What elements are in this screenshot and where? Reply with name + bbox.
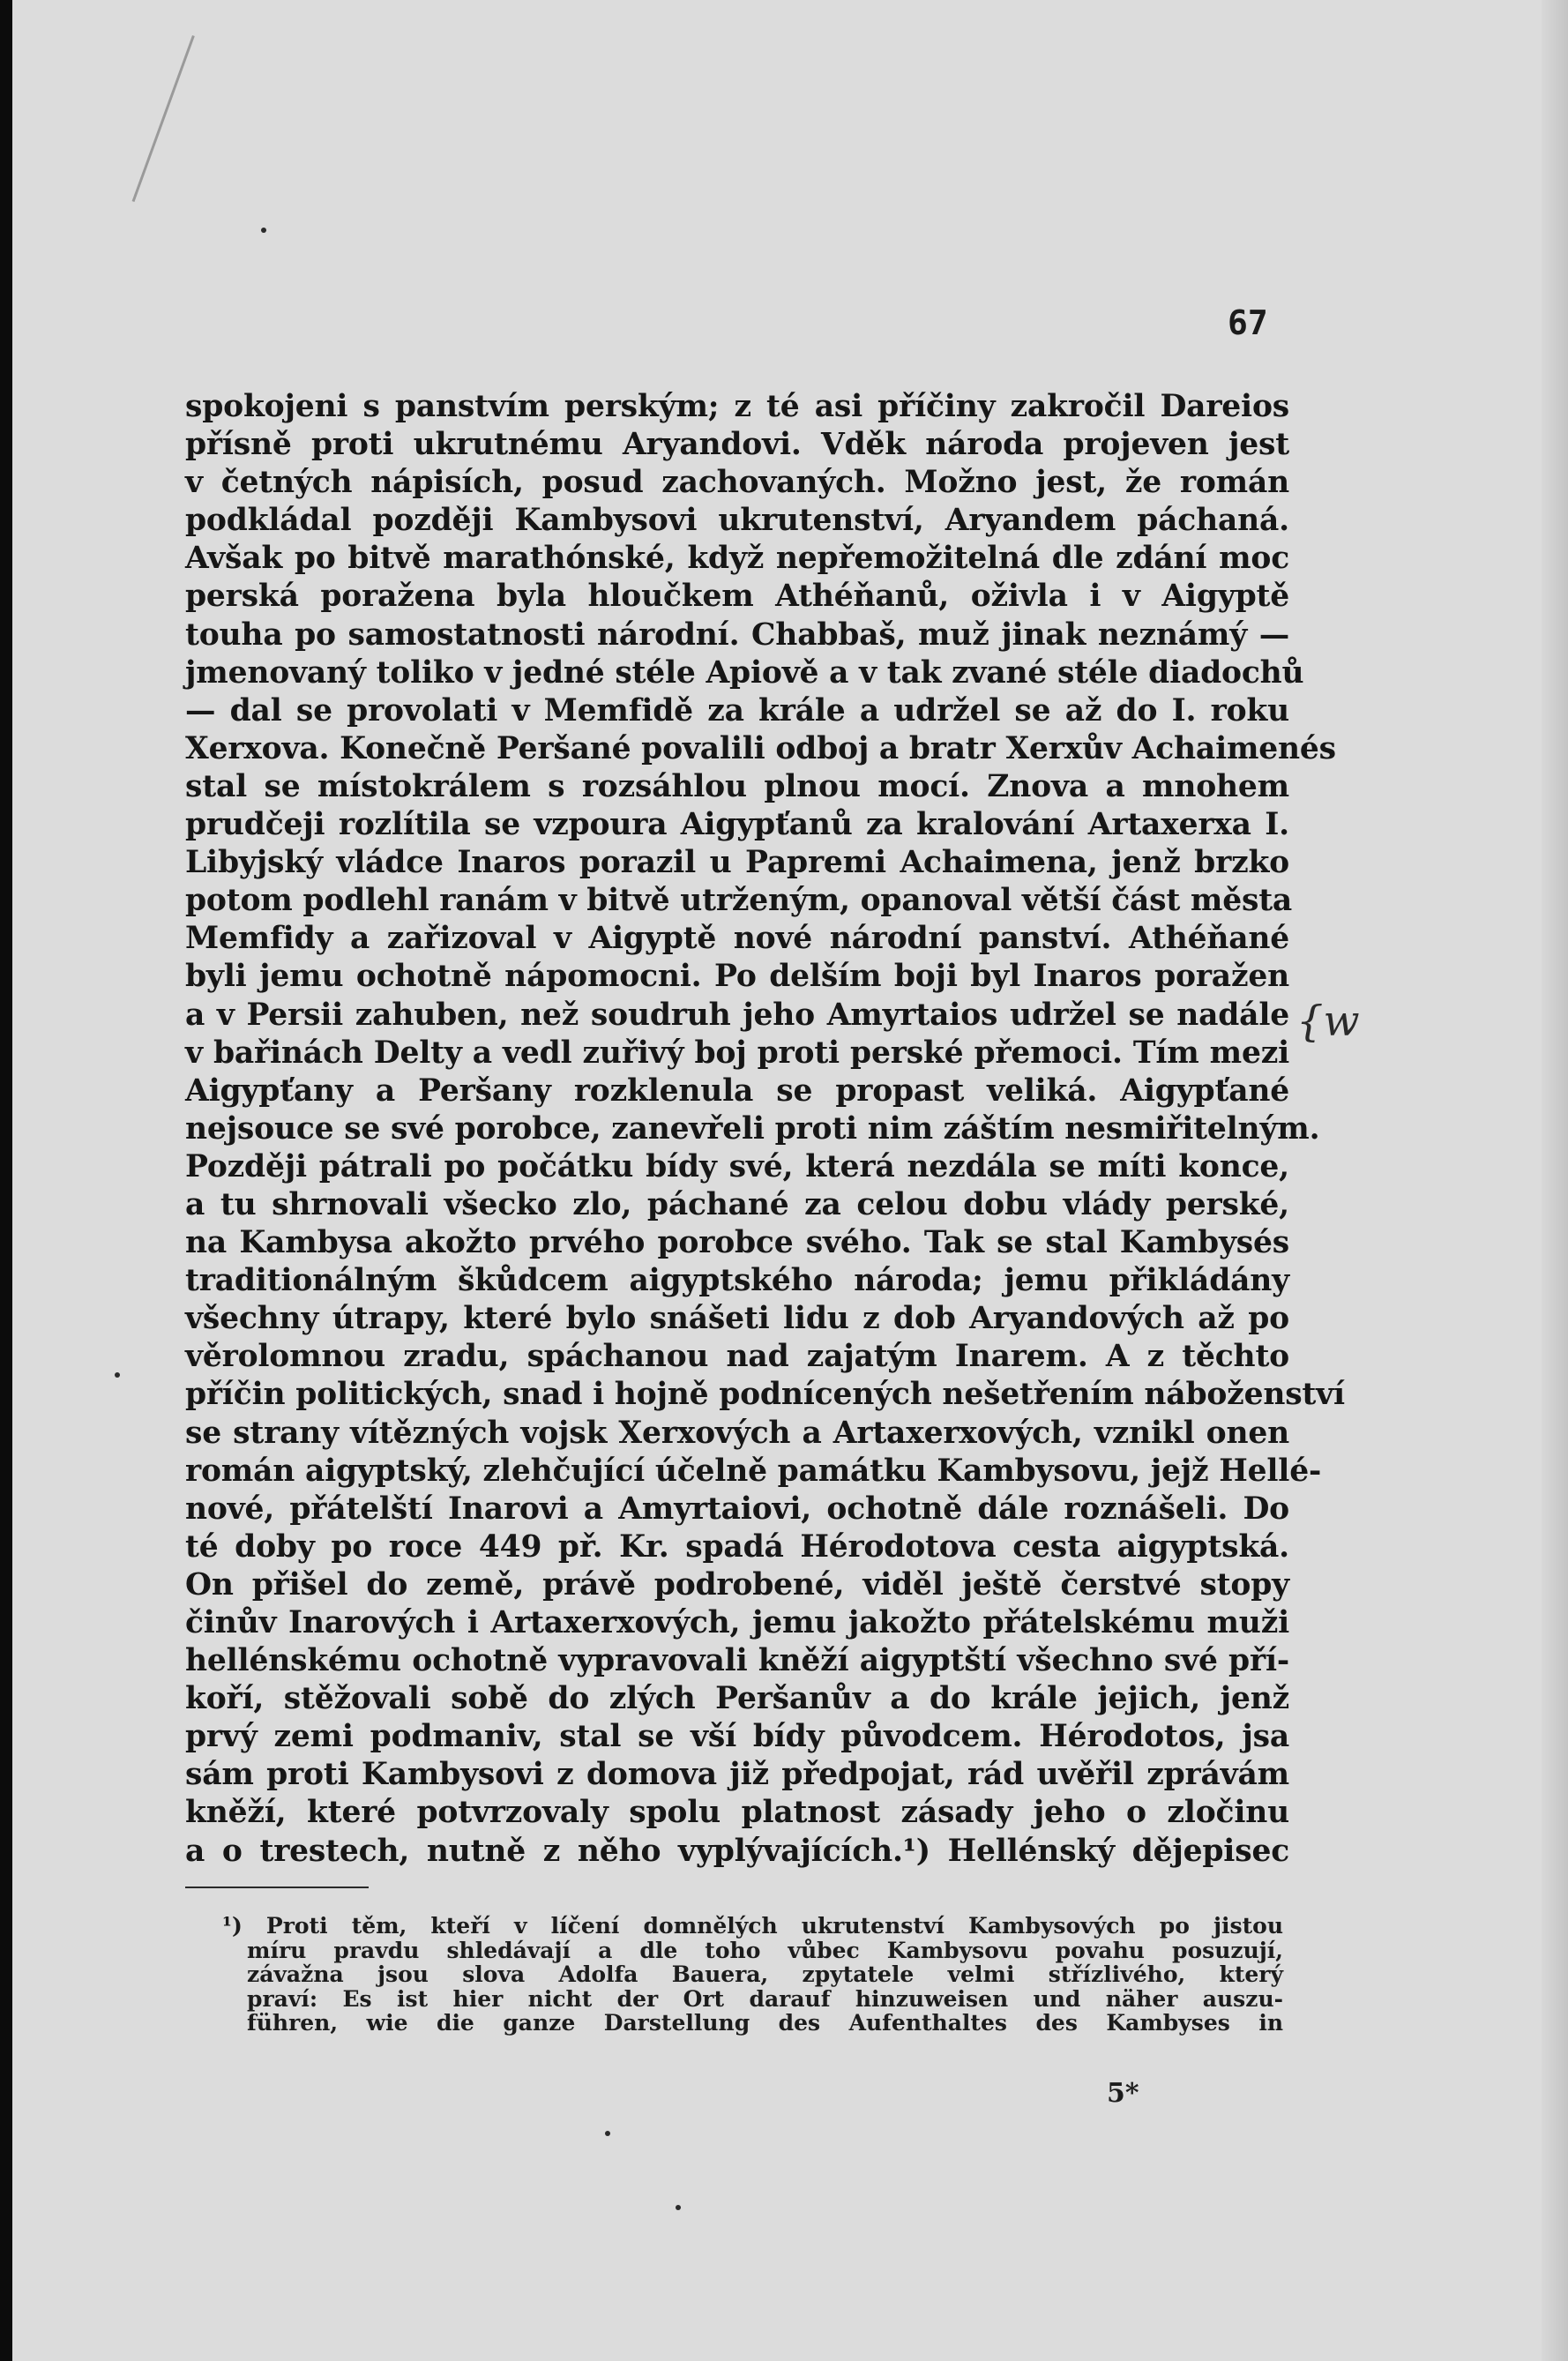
sheet-signature: 5* xyxy=(1107,2078,1139,2109)
text-line: koří, stěžovali sobě do zlých Peršanův a do krále jejich, jenž xyxy=(185,1681,1289,1717)
page-number: 67 xyxy=(1228,303,1268,342)
text-line: Aigypťany a Peršany rozklenula se propast veliká. Aigypťané xyxy=(185,1072,1289,1109)
text-line: a o trestech, nutně z něho vyplývajících.¹) Hellénský dějepisec xyxy=(185,1833,1289,1869)
text-line: příčin politických, snad i hojně podnícených nešetřením náboženství xyxy=(185,1377,1345,1413)
text-line: hellénskému ochotně vypravovali kněží aigyptští všechno své pří- xyxy=(185,1643,1289,1679)
text-line: Avšak po bitvě marathónské, když nepřemožitelná dle zdání moc xyxy=(185,541,1289,577)
footnote-line: führen, wie die ganze Darstellung des Aufenthaltes des Kambyses in xyxy=(247,2010,1283,2036)
text-line: nejsouce se své porobce, zanevřeli proti nim záštím nesmiřitelným. xyxy=(185,1110,1320,1147)
marginal-handwriting: {w xyxy=(1296,997,1360,1046)
text-line: potom podlehl ranám v bitvě utrženým, opanoval větší část města xyxy=(185,883,1293,919)
text-line: stal se místokrálem s rozsáhlou plnou mocí. Znova a mnohem xyxy=(185,768,1289,804)
text-line: Memfidy a zařizoval v Aigyptě nové národní panství. Athéňané xyxy=(185,921,1289,957)
footnote-line: ¹) Proti těm, kteří v líčení domnělých ukrutenství Kambysových po jistou xyxy=(222,1913,1283,1939)
text-line: touha po samostatnosti národní. Chabbaš, muž jinak neznámý — xyxy=(185,616,1289,653)
text-line: té doby po roce 449 př. Kr. spadá Hérodotova cesta aigyptská. xyxy=(185,1528,1289,1565)
text-line: perská poražena byla hloučkem Athéňanů, oživla i v Aigyptě xyxy=(185,579,1289,615)
page-edge xyxy=(1542,0,1568,2361)
footnote xyxy=(222,1913,1283,2036)
speck xyxy=(605,2131,610,2136)
text-line: kněží, které potvrzovaly spolu platnost zásady jeho o zločinu xyxy=(185,1795,1289,1831)
text-line: a v Persii zahuben, než soudruh jeho Amyrtaios udržel se nadále xyxy=(185,997,1289,1033)
text-line: všechny útrapy, které bylo snášeti lidu z dob Aryandových až po xyxy=(185,1301,1289,1337)
text-line: a tu shrnovali všecko zlo, páchané za celou dobu vlády perské, xyxy=(185,1186,1289,1222)
text-line: nové, přátelští Inarovi a Amyrtaiovi, ochotně dále roznášeli. Do xyxy=(185,1491,1289,1527)
text-line: prudčeji rozlítila se vzpoura Aigypťanů za kralování Artaxerxa I. xyxy=(185,807,1289,843)
body-text xyxy=(185,388,1345,1871)
text-line: se strany vítězných vojsk Xerxových a Artaxerxových, vznikl onen xyxy=(185,1415,1289,1451)
text-line: prvý zemi podmaniv, stal se vší bídy původcem. Hérodotos, jsa xyxy=(185,1719,1289,1755)
text-line: Xerxova. Konečně Peršané povalili odboj a bratr Xerxův Achaimenés xyxy=(185,730,1336,766)
text-line: v četných nápisích, posud zachovaných. Možno jest, že román xyxy=(185,465,1289,501)
footnote-line: praví: Es ist hier nicht der Ort darauf hinzuweisen und näher auszu- xyxy=(247,1985,1283,2012)
text-line: spokojeni s panstvím perským; z té asi příčiny zakročil Dareios xyxy=(185,389,1289,424)
text-line: v bařinách Delty a vedl zuřivý boj proti perské přemoci. Tím mezi xyxy=(185,1035,1289,1071)
text-line: na Kambysa akožto prvého porobce svého. Tak se stal Kambysés xyxy=(185,1225,1289,1261)
text-line: jmenovaný toliko v jedné stéle Apiově a v tak zvané stéle diadochů xyxy=(185,654,1304,691)
text-line: Libyjský vládce Inaros porazil u Papremi Achaimena, jenž brzko xyxy=(185,845,1289,881)
text-line: věrolomnou zradu, spáchanou nad zajatým Inarem. A z těchto xyxy=(185,1339,1289,1375)
text-line: přísně proti ukrutnému Aryandovi. Vděk národa projeven jest xyxy=(185,427,1289,463)
text-line: román aigyptský, zlehčující účelně památku Kambysovu, jejž Hellé- xyxy=(185,1453,1322,1489)
footnote-line: závažna jsou slova Adolfa Bauera, zpytatele velmi střízlivého, který xyxy=(247,1961,1283,1987)
binding-edge xyxy=(0,0,12,2361)
speck xyxy=(115,1372,120,1378)
text-line: podkládal později Kambysovi ukrutenství, Aryandem páchaná. xyxy=(185,503,1289,539)
text-line: traditionálným škůdcem aigyptského národa; jemu přikládány xyxy=(185,1263,1289,1299)
text-line: Později pátrali po počátku bídy své, která nezdála se míti konce, xyxy=(185,1148,1289,1184)
text-line: činův Inarových i Artaxerxových, jemu jakožto přátelskému muži xyxy=(185,1605,1289,1640)
footnote-line: míru pravdu shledávají a dle toho vůbec Kambysovu povahu posuzují, xyxy=(247,1937,1283,1963)
speck xyxy=(676,2205,681,2210)
text-line: — dal se provolati v Memfidě za krále a udržel se až do I. roku xyxy=(185,692,1289,728)
text-line: sám proti Kambysovi z domova již předpojat, rád uvěřil zprávám xyxy=(185,1757,1289,1793)
text-line: On přišel do země, právě podrobené, viděl ještě čerstvé stopy xyxy=(185,1566,1289,1603)
footnote-separator xyxy=(185,1887,369,1888)
speck xyxy=(261,228,266,233)
pencil-stroke xyxy=(132,35,195,202)
text-line: byli jemu ochotně nápomocni. Po delším boji byl Inaros poražen xyxy=(185,959,1289,995)
